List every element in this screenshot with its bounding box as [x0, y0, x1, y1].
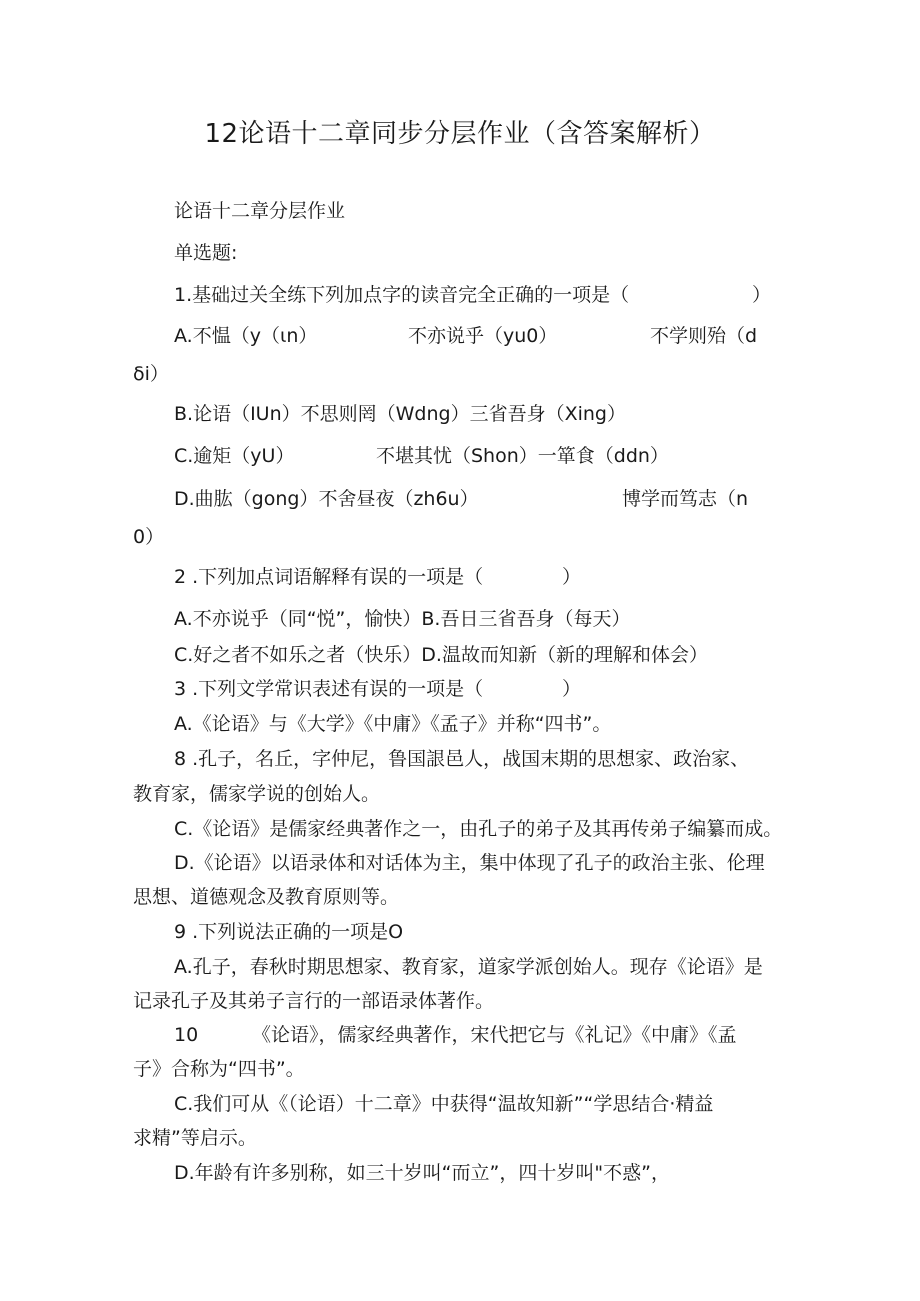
question-3-stem: 3 .下列文学常识表述有误的一项是（: [174, 678, 484, 700]
question-3-option-d2: 思想、道德观念及教育原则等。: [133, 886, 400, 908]
question-3-option-b2: 教育家，儒家学说的创始人。: [133, 783, 381, 805]
question-1-option-c2: 不堪其忧（Shon）一箪食（ddn）: [376, 445, 669, 467]
question-1-option-b: B.论语（IUn）不思则罔（Wdng）三省吾身（Xing）: [174, 403, 626, 425]
question-3-stem-close: ）: [562, 678, 582, 700]
question-4-option-c2: 求精”等启示。: [133, 1127, 257, 1149]
question-2-stem-close: ）: [562, 566, 582, 588]
question-3-option-b1: 8 .孔子，名丘，字仲尼，鲁国詪邑人，战国末期的思想家、政治家、: [174, 748, 750, 770]
document-title: 12论语十二章同步分层作业（含答案解析）: [204, 119, 716, 149]
question-1-option-d2: 博学而笃志（n: [622, 488, 749, 510]
question-1-option-d-wrap: 0）: [133, 526, 165, 548]
question-1-option-a3: 不学则殆（d: [650, 325, 758, 347]
question-2-options-cd: C.好之者不如乐之者（快乐）D.温故而知新（新的理解和体会）: [174, 644, 708, 666]
question-4-option-c1: C.我们可从《（论语）十二章》中获得“温故知新”“学思结合·精益: [174, 1093, 714, 1115]
question-4-option-b1: 《论语》，儒家经典著作，宋代把它与《礼记》《中庸》《孟: [252, 1024, 737, 1046]
question-4-option-b-number: 10: [174, 1024, 199, 1046]
question-4-option-a2: 记录孔子及其弟子言行的一部语录体著作。: [133, 990, 495, 1012]
question-1-option-a-wrap: δi）: [133, 363, 169, 385]
question-1-option-a2: 不亦说乎（yu0）: [408, 325, 558, 347]
question-4-option-b2: 子》合称为“四书”。: [133, 1058, 305, 1080]
question-1-stem-close: ）: [752, 284, 772, 306]
question-2-options-ab: A.不亦说乎（同“悦”，愉快）B.吾日三省吾身（每天）: [174, 608, 631, 630]
question-1-option-a1: A.不愠（y（ιn）: [174, 325, 318, 347]
question-2-stem: 2 .下列加点词语解释有误的一项是（: [174, 566, 484, 588]
question-3-option-d1: D.《论语》以语录体和对话体为主，集中体现了孔子的政治主张、伦理: [174, 852, 765, 874]
section-label: 单选题:: [174, 242, 238, 264]
section-subtitle: 论语十二章分层作业: [174, 200, 346, 222]
question-4-stem: 9 .下列说法正确的一项是O: [174, 921, 404, 943]
question-1-stem: 1.基础过关全练下列加点字的读音完全正确的一项是（: [174, 284, 630, 306]
question-3-option-a: A.《论语》与《大学》《中庸》《孟子》并称“四书”。: [174, 713, 612, 735]
question-4-option-a1: A.孔子，春秋时期思想家、教育家，道家学派创始人。现存《论语》是: [174, 956, 763, 978]
question-3-option-c: C.《论语》是儒家经典著作之一，由孔子的弟子及其再传弟子编纂而成。: [174, 818, 783, 840]
question-1-option-c1: C.逾矩（yU）: [174, 445, 295, 467]
question-1-option-d1: D.曲肱（gong）不舍昼夜（zh6u）: [174, 488, 479, 510]
question-4-option-d1: D.年龄有许多别称，如三十岁叫“而立”，四十岁叫"不惑”，: [174, 1162, 670, 1184]
